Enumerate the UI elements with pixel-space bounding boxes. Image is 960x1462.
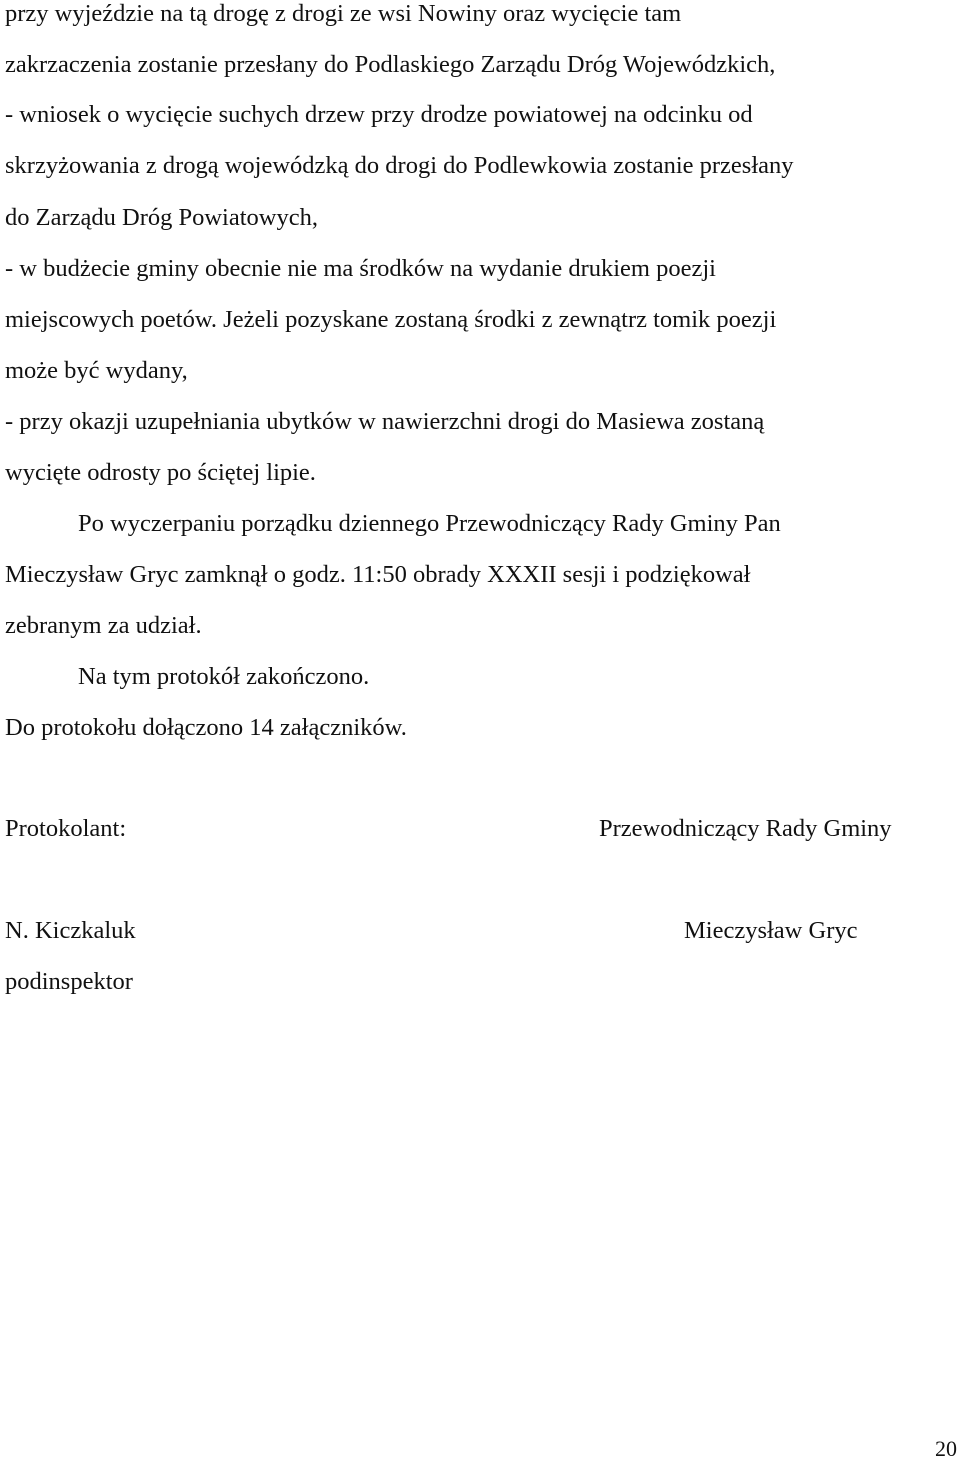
signature-left-name: N. Kiczkaluk xyxy=(5,917,136,944)
text-line-10: wycięte odrosty po ściętej lipie. xyxy=(5,459,316,486)
text-line-11: Po wyczerpaniu porządku dziennego Przewodniczący Rady Gminy Pan xyxy=(78,510,781,537)
text-line-15: Do protokołu dołączono 14 załączników. xyxy=(5,714,407,741)
text-line-4: skrzyżowania z drogą wojewódzką do drogi do Podlewkowia zostanie przesłany xyxy=(5,152,794,179)
signature-left-role: podinspektor xyxy=(5,968,133,995)
text-line-12: Mieczysław Gryc zamknął o godz. 11:50 obrady XXXII sesji i podziękował xyxy=(5,561,751,588)
text-line-14: Na tym protokół zakończono. xyxy=(78,663,370,690)
signature-right-title: Przewodniczący Rady Gminy xyxy=(599,815,892,842)
signature-right-name: Mieczysław Gryc xyxy=(684,917,858,944)
text-line-2: zakrzaczenia zostanie przesłany do Podlaskiego Zarządu Dróg Wojewódzkich, xyxy=(5,51,776,78)
text-line-6: - w budżecie gminy obecnie nie ma środków na wydanie drukiem poezji xyxy=(5,255,716,282)
text-line-5: do Zarządu Dróg Powiatowych, xyxy=(5,204,318,231)
signature-left-title: Protokolant: xyxy=(5,815,127,842)
text-line-3: - wniosek o wycięcie suchych drzew przy drodze powiatowej na odcinku od xyxy=(5,101,753,128)
page-number: 20 xyxy=(935,1436,957,1461)
text-line-8: może być wydany, xyxy=(5,357,188,384)
text-line-13: zebranym za udział. xyxy=(5,612,202,639)
text-line-9: - przy okazji uzupełniania ubytków w nawierzchni drogi do Masiewa zostaną xyxy=(5,408,765,435)
text-line-1: przy wyjeździe na tą drogę z drogi ze wsi Nowiny oraz wycięcie tam xyxy=(5,0,682,27)
text-line-7: miejscowych poetów. Jeżeli pozyskane zostaną środki z zewnątrz tomik poezji xyxy=(5,306,777,333)
